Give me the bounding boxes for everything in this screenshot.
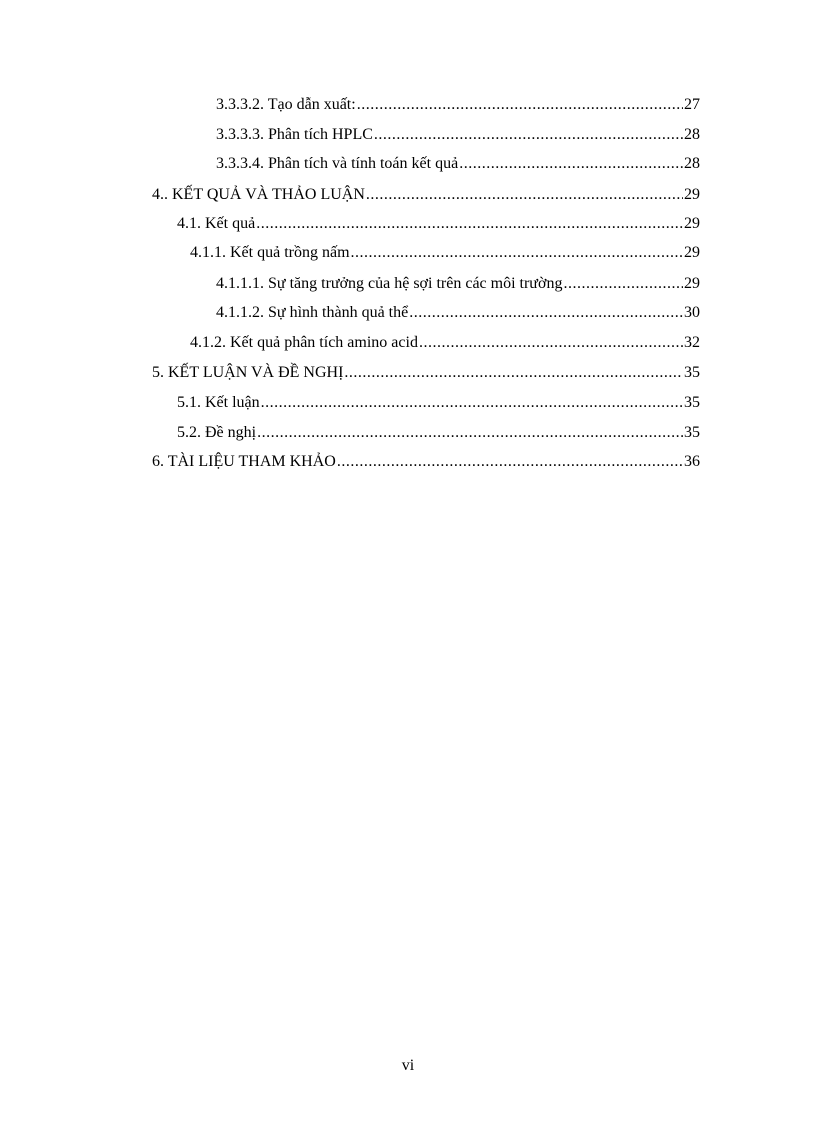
toc-entry[interactable] (216, 124, 700, 146)
toc-entry-title: 4.1.1.2. Sự hình thành quả thể (216, 304, 409, 321)
toc-entry[interactable] (216, 302, 700, 324)
toc-entry[interactable] (190, 332, 700, 354)
toc-entry-page: 29 (684, 244, 700, 261)
toc-leader-dots (261, 392, 683, 414)
toc-entry[interactable] (216, 153, 700, 175)
toc-entry[interactable] (216, 273, 700, 295)
toc-entry[interactable] (177, 392, 700, 414)
toc-entry-page: 29 (684, 215, 700, 232)
toc-entry-title: 4.1.1.1. Sự tăng trưởng của hệ sợi trên các môi trường (216, 275, 563, 292)
toc-leader-dots (459, 153, 683, 175)
toc-entry[interactable] (177, 213, 700, 235)
toc-leader-dots (563, 273, 683, 295)
toc-entry-page: 29 (684, 275, 700, 292)
toc-entry[interactable] (152, 184, 700, 206)
toc-leader-dots (344, 362, 683, 384)
toc-entry-title: 4.. KẾT QUẢ VÀ THẢO LUẬN (152, 186, 365, 203)
toc-entry-page: 36 (684, 453, 700, 470)
toc-leader-dots (357, 94, 683, 116)
toc-entry-page: 35 (684, 394, 700, 411)
toc-leader-dots (256, 213, 683, 235)
toc-entry-page: 28 (684, 126, 700, 143)
toc-entry-title: 6. TÀI LIỆU THAM KHẢO (152, 453, 336, 470)
toc-entry-title: 4.1. Kết quả (177, 215, 256, 232)
toc-leader-dots (409, 302, 683, 324)
toc-entry[interactable] (177, 422, 700, 444)
toc-entry[interactable] (216, 94, 700, 116)
toc-entry-title: 3.3.3.4. Phân tích và tính toán kết quả (216, 155, 459, 172)
page-number: vi (401, 1057, 415, 1074)
toc-entry-page: 29 (684, 186, 700, 203)
toc-entry-page: 27 (684, 96, 700, 113)
toc-leader-dots (257, 422, 683, 444)
toc-entry-title: 5.1. Kết luận (177, 394, 260, 411)
toc-entry-title: 5.2. Đề nghị (177, 424, 257, 441)
toc-leader-dots (419, 332, 683, 354)
toc-entry-page: 35 (684, 424, 700, 441)
toc-entry-page: 28 (684, 155, 700, 172)
toc-entry[interactable] (152, 362, 700, 384)
toc-entry-page: 32 (684, 334, 700, 351)
toc-leader-dots (351, 242, 683, 264)
toc-entry-title: 4.1.1. Kết quả trồng nấm (190, 244, 350, 261)
toc-entry-page: 35 (684, 364, 700, 381)
toc-entry[interactable] (152, 451, 700, 473)
toc-leader-dots (374, 124, 683, 146)
toc-entry-title: 3.3.3.2. Tạo dẫn xuất: (216, 96, 356, 113)
toc-entry-title: 5. KẾT LUẬN VÀ ĐỀ NGHỊ (152, 364, 344, 381)
toc-leader-dots (337, 451, 683, 473)
toc-entry-title: 3.3.3.3. Phân tích HPLC (216, 126, 373, 143)
toc-entry[interactable] (190, 242, 700, 264)
toc-entry-page: 30 (684, 304, 700, 321)
toc-leader-dots (366, 184, 683, 206)
toc-entry-title: 4.1.2. Kết quả phân tích amino acid (190, 334, 418, 351)
